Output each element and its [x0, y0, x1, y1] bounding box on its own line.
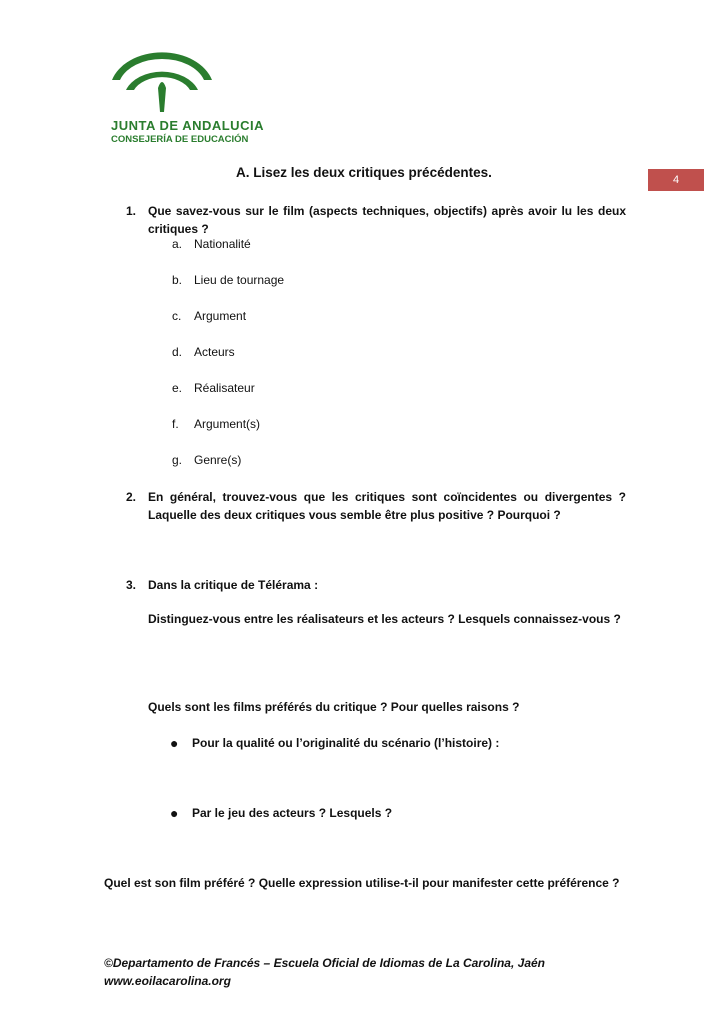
bullet-icon: ● — [170, 805, 179, 821]
footer-credit: ©Departamento de Francés – Escuela Oficial de Idiomas de La Carolina, Jaén — [104, 956, 545, 970]
logo-line-1: JUNTA DE ANDALUCIA — [111, 118, 264, 133]
question-3-paragraph-2: Quels sont les films préférés du critique ? Pour quelles raisons ? — [148, 700, 520, 714]
question-3 — [126, 576, 628, 594]
question-text: Dans la critique de Télérama : — [148, 578, 319, 592]
page-number-tab: 4 — [648, 169, 704, 191]
question-1 — [126, 202, 628, 238]
section-title: A. Lisez les deux critiques précédentes. — [236, 165, 492, 180]
question-text: Que savez-vous sur le film (aspects techniques, objectifs) après avoir lu les deux critiques ? — [148, 204, 626, 236]
footer-website: www.eoilacarolina.org — [104, 974, 231, 988]
bullet-icon: ● — [170, 735, 179, 751]
question-number: 2. — [126, 490, 137, 504]
footer — [104, 954, 545, 990]
question-3-paragraph-1: Distinguez-vous entre les réalisateurs et les acteurs ? Lesquels connaissez-vous ? — [148, 612, 621, 626]
question-number: 1. — [126, 204, 137, 218]
final-question: Quel est son film préféré ? Quelle expression utilise-t-il pour manifester cette préférence ? — [104, 876, 620, 890]
question-text: En général, trouvez-vous que les critiques sont coïncidentes ou divergentes ? Laquelle des deux critiques vous semble être plus positive ? Pourquoi ? — [148, 490, 626, 522]
question-2 — [126, 488, 628, 524]
question-number: 3. — [126, 578, 137, 592]
logo-arcs-icon — [108, 40, 218, 120]
logo-line-2: CONSEJERÍA DE EDUCACIÓN — [111, 134, 249, 145]
